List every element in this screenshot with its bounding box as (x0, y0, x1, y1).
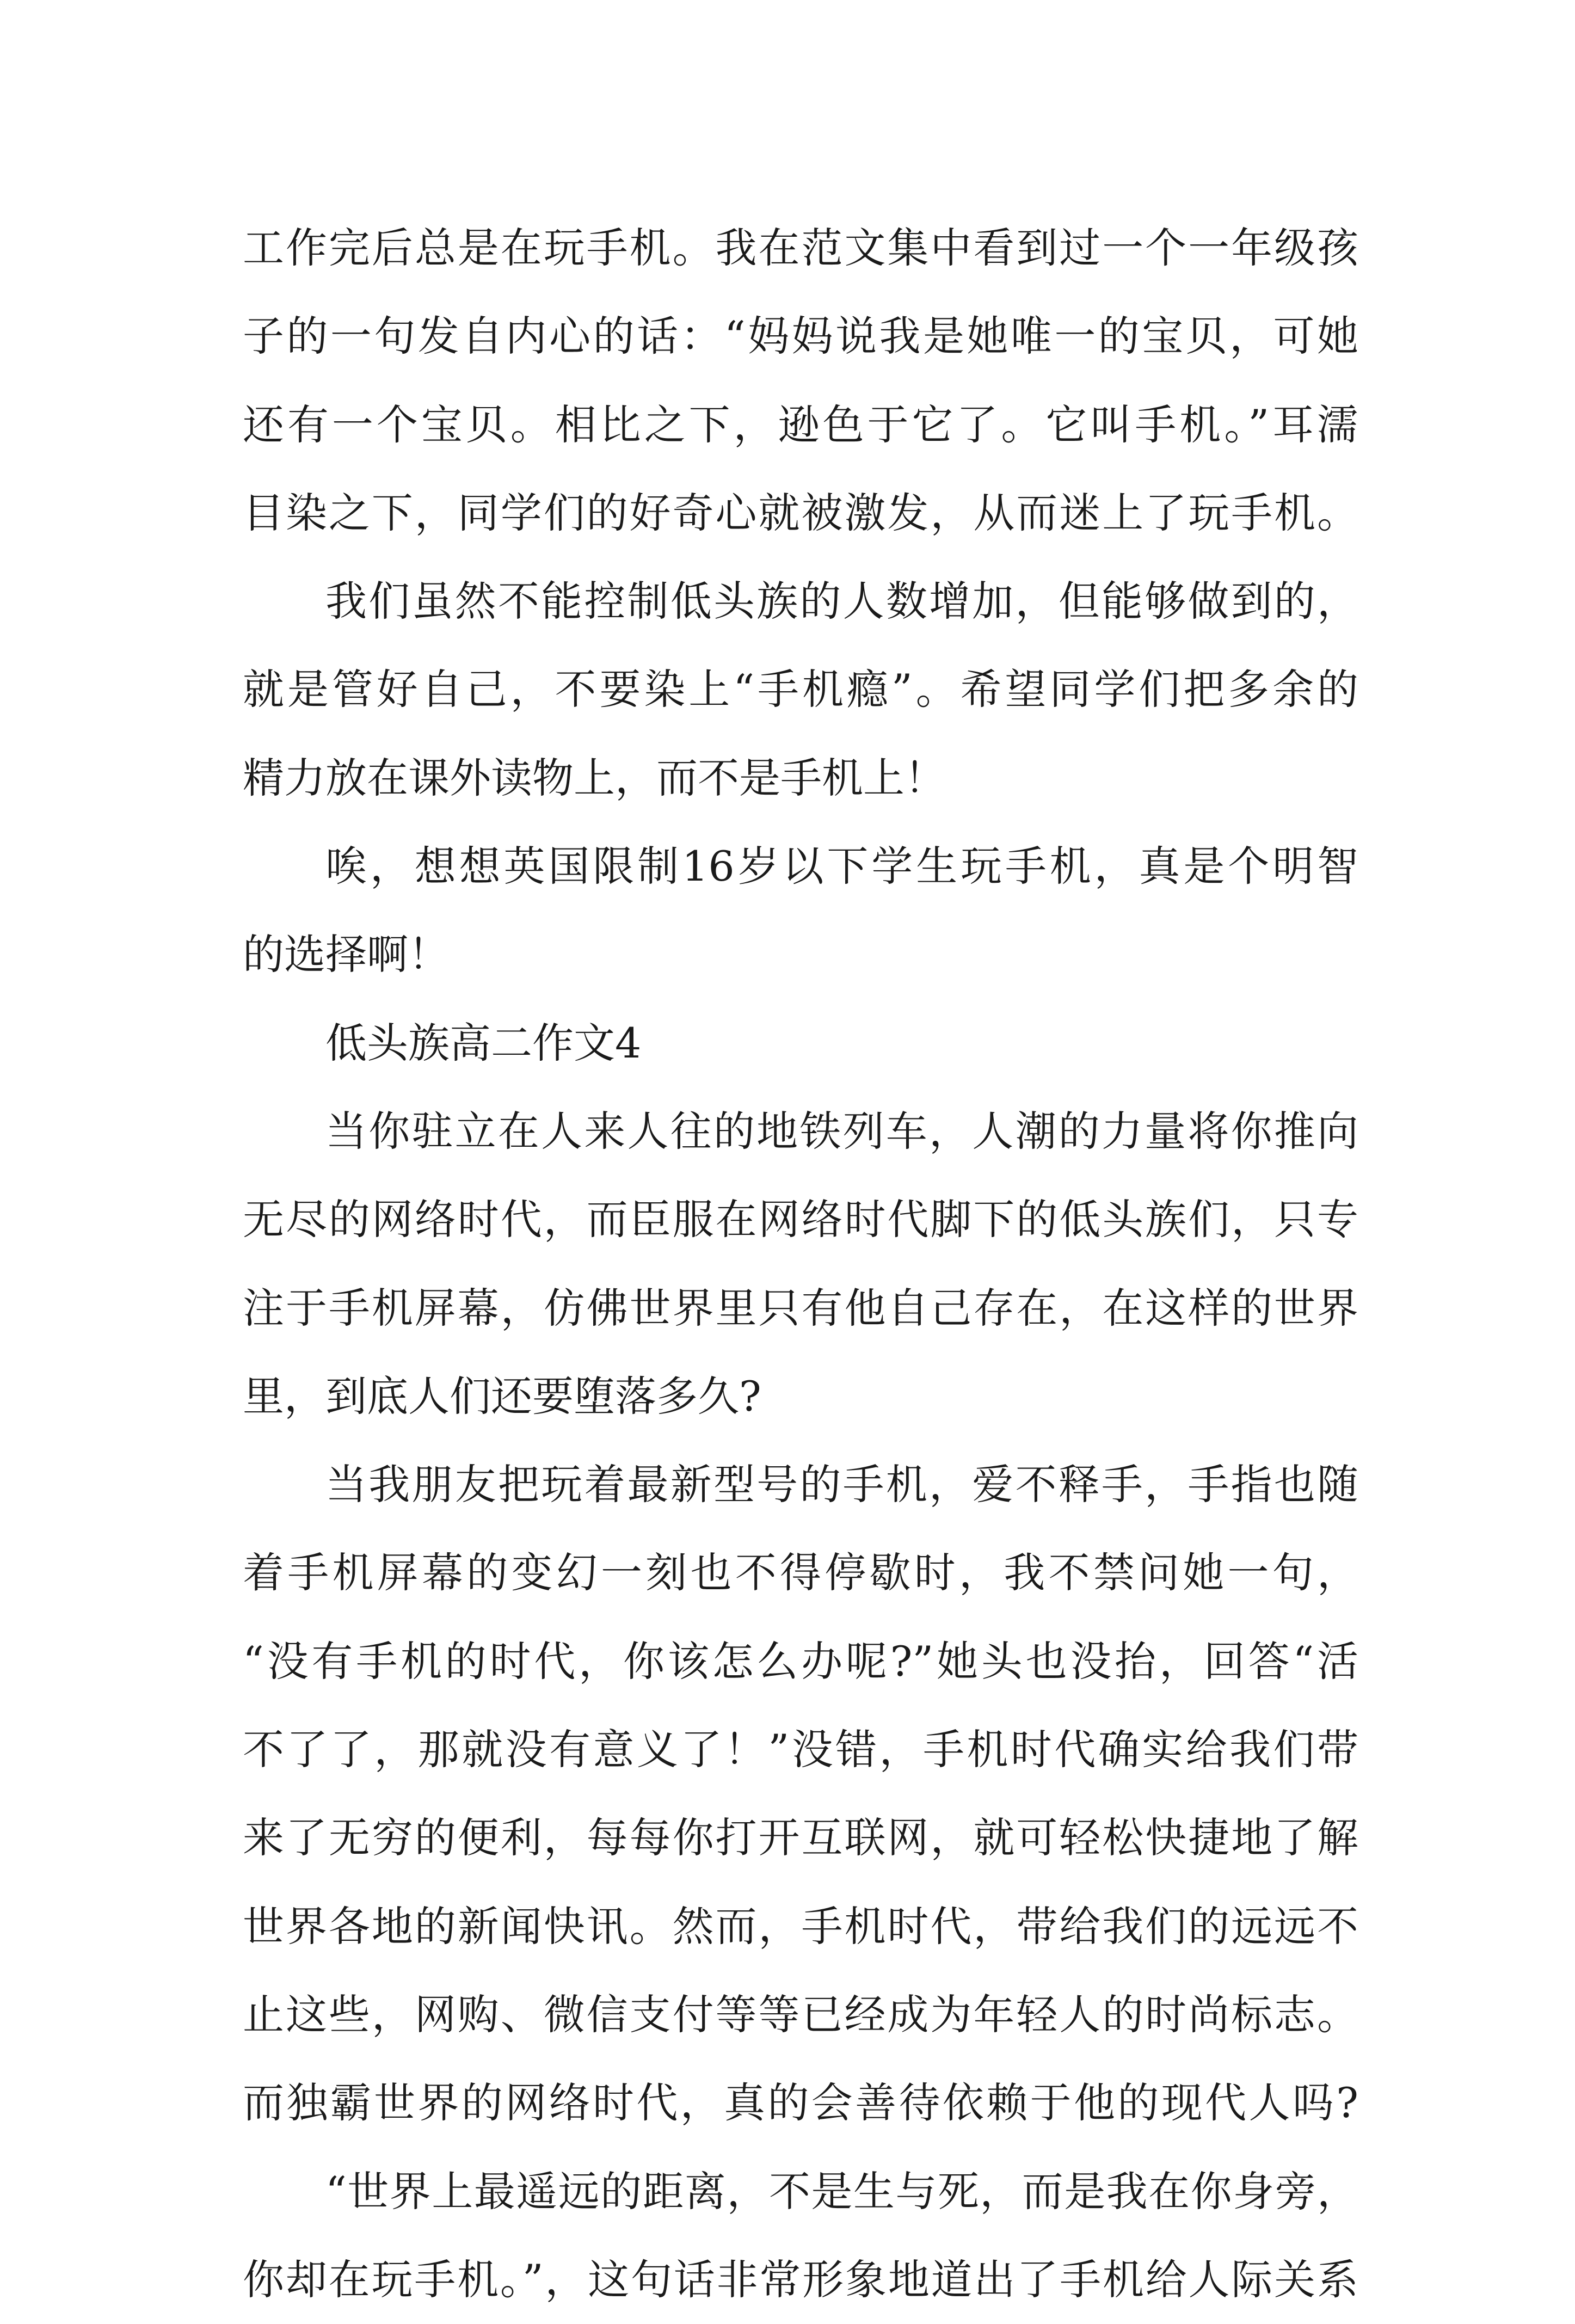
text-line: 就是管好自己，不要染上“手机瘾”。希望同学们把多余的 (243, 665, 1358, 714)
text-line: 止这些，网购、微信支付等等已经成为年轻人的时尚标志。 (243, 1990, 1358, 2039)
text-line: 着手机屏幕的变幻一刻也不得停歇时，我不禁问她一句， (243, 1548, 1358, 1597)
text-line: 无尽的网络时代，而臣服在网络时代脚下的低头族们，只专 (243, 1195, 1358, 1244)
text-line: 注于手机屏幕，仿佛世界里只有他自己存在，在这样的世界 (243, 1283, 1358, 1332)
text-line: 还有一个宝贝。相比之下，逊色于它了。它叫手机。”耳濡 (243, 400, 1358, 449)
paragraph-first-line: 唉，想想英国限制16岁以下学生玩手机，真是个明智 (325, 842, 1358, 891)
text-line: 里，到底人们还要堕落多久? (243, 1372, 761, 1421)
text-line: “没有手机的时代，你该怎么办呢?”她头也没抬，回答“活 (243, 1637, 1358, 1686)
paragraph-first-line: 当我朋友把玩着最新型号的手机，爱不释手，手指也随 (325, 1460, 1358, 1509)
paragraph-first-line: 当你驻立在人来人往的地铁列车，人潮的力量将你推向 (325, 1106, 1358, 1155)
text-line: 你却在玩手机。”，这句话非常形象地道出了手机给人际关系 (243, 2255, 1358, 2304)
text-line: 不了了，那就没有意义了！”没错，手机时代确实给我们带 (243, 1725, 1358, 1774)
section-heading: 低头族高二作文4 (325, 1018, 642, 1067)
text-line: 来了无穷的便利，每每你打开互联网，就可轻松快捷地了解 (243, 1813, 1358, 1862)
text-line: 的选择啊！ (243, 930, 450, 979)
text-line: 子的一句发自内心的话：“妈妈说我是她唯一的宝贝，可她 (243, 312, 1358, 361)
text-line: 而独霸世界的网络时代，真的会善待依赖于他的现代人吗? (243, 2079, 1358, 2128)
text-line: 世界各地的新闻快讯。然而，手机时代，带给我们的远远不 (243, 1902, 1358, 1951)
paragraph-first-line: “世界上最遥远的距离，不是生与死，而是我在你身旁， (325, 2167, 1358, 2216)
essay-body (243, 204, 1358, 2324)
text-line: 精力放在课外读物上，而不是手机上！ (243, 753, 946, 802)
paragraph-first-line: 我们虽然不能控制低头族的人数增加，但能够做到的， (325, 577, 1358, 626)
text-line: 目染之下，同学们的好奇心就被激发，从而迷上了玩手机。 (243, 488, 1358, 537)
text-line: 工作完后总是在玩手机。我在范文集中看到过一个一年级孩 (243, 224, 1358, 272)
